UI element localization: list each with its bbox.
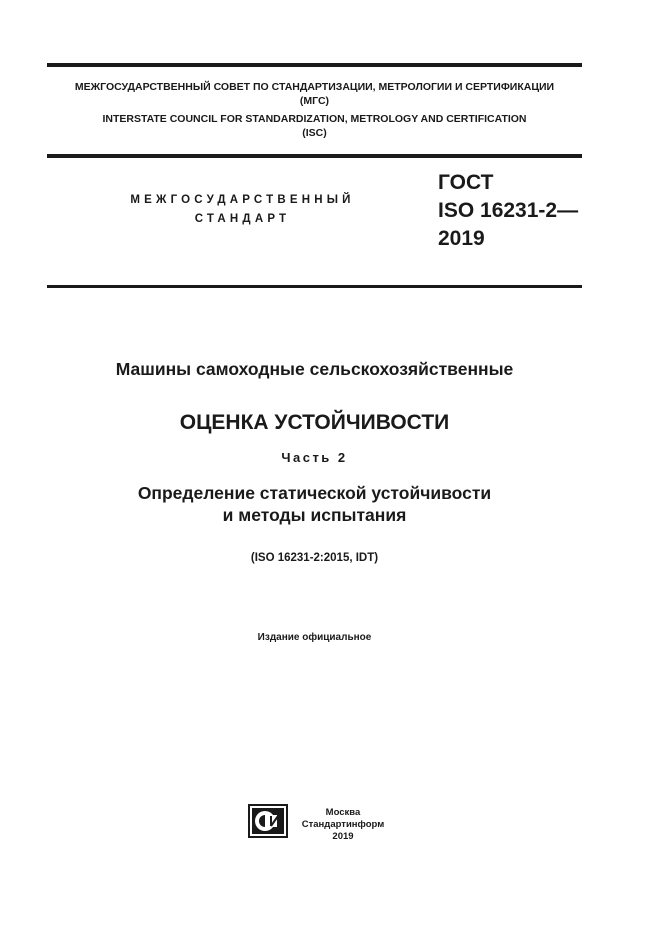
header-divider <box>47 154 582 158</box>
edition-note: Издание официальное <box>257 632 372 643</box>
council-name-en: INTERSTATE COUNCIL FOR STANDARDIZATION, METROLOGY AND CERTIFICATION <box>102 113 527 125</box>
standard-kind-line2: СТАНДАРТ <box>194 213 291 225</box>
gost-label: ГОСТ <box>438 171 494 194</box>
main-title: ОЦЕНКА УСТОЙЧИВОСТИ <box>179 411 450 434</box>
publisher-year: 2019 <box>332 831 354 842</box>
gost-year: 2019 <box>438 227 485 250</box>
iso-reference: (ISO 16231-2:2015, IDT) <box>250 552 379 564</box>
publisher-name: Стандартинформ <box>301 819 385 830</box>
designation-divider <box>47 285 582 288</box>
part-label: Часть 2 <box>281 450 348 465</box>
product-title: Машины самоходные сельскохозяйственные <box>115 359 514 379</box>
standard-kind-line1: МЕЖГОСУДАРСТВЕННЫЙ <box>130 194 355 206</box>
council-abbr-en: (ISC) <box>302 127 327 139</box>
subtitle-line2: и методы испытания <box>222 505 407 525</box>
council-name-ru: МЕЖГОСУДАРСТВЕННЫЙ СОВЕТ ПО СТАНДАРТИЗАЦИИ, МЕТРОЛОГИИ И СЕРТИФИКАЦИИ <box>74 81 555 93</box>
subtitle-line1: Определение статической устойчивости <box>137 483 492 503</box>
standartinform-logo-icon <box>248 804 288 838</box>
top-rule <box>47 63 582 67</box>
gost-number: ISO 16231-2— <box>438 199 579 222</box>
council-abbr-ru: (МГС) <box>299 95 330 107</box>
publisher-city: Москва <box>325 807 361 818</box>
